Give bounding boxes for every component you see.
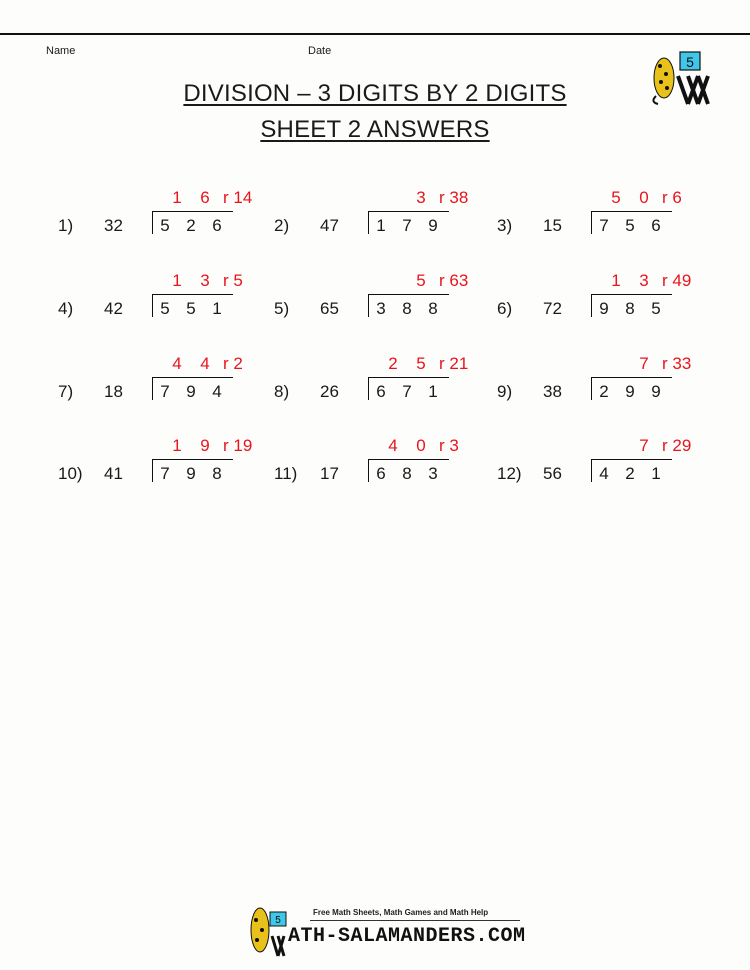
quotient-digit: 2 (388, 354, 398, 373)
dividend-digit: 5 (160, 299, 170, 318)
problem-item (274, 271, 494, 361)
dividend-digit: 9 (651, 382, 661, 401)
remainder: r 19 (223, 436, 253, 455)
problem-number: 1) (58, 216, 74, 235)
dividend-digit: 9 (186, 382, 196, 401)
problem-item (58, 436, 278, 526)
quotient-digit: 1 (172, 271, 182, 290)
dividend-digit: 3 (428, 464, 438, 483)
page-subtitle: SHEET 2 ANSWERS (260, 116, 490, 143)
problem-item (497, 436, 717, 526)
dividend-digit: 7 (402, 382, 412, 401)
divisor: 38 (543, 382, 562, 401)
dividend-digit: 8 (625, 299, 635, 318)
footer-site-name: ATH-SALAMANDERS.COM (288, 925, 526, 948)
quotient-digit: 1 (172, 436, 182, 455)
problem-item (497, 271, 717, 361)
quotient-digit: 5 (416, 271, 426, 290)
problem-item (497, 188, 717, 278)
quotient-digit: 6 (200, 188, 210, 207)
quotient-digit: 7 (639, 436, 649, 455)
problem-item (274, 436, 494, 526)
quotient-digit: 9 (200, 436, 210, 455)
remainder: r 29 (662, 436, 692, 455)
quotient-digit: 3 (416, 188, 426, 207)
problem-number: 6) (497, 299, 513, 318)
dividend-digit: 3 (376, 299, 386, 318)
problem-item (497, 354, 717, 444)
divisor: 41 (104, 464, 123, 483)
dividend-digit: 2 (599, 382, 609, 401)
dividend-digit: 7 (599, 216, 609, 235)
quotient-digit: 5 (416, 354, 426, 373)
dividend-digit: 8 (212, 464, 222, 483)
dividend-digit: 2 (186, 216, 196, 235)
quotient-digit: 7 (639, 354, 649, 373)
remainder: r 5 (223, 271, 243, 290)
dividend-digit: 6 (376, 382, 386, 401)
remainder: r 14 (223, 188, 253, 207)
divisor: 42 (104, 299, 123, 318)
divisor: 17 (320, 464, 339, 483)
quotient-digit: 4 (200, 354, 210, 373)
problem-number: 2) (274, 216, 290, 235)
problem-number: 5) (274, 299, 290, 318)
problem-item (274, 354, 494, 444)
dividend-digit: 7 (402, 216, 412, 235)
footer-rule (310, 920, 520, 921)
dividend-digit: 7 (160, 464, 170, 483)
page-title: DIVISION – 3 DIGITS BY 2 DIGITS (183, 80, 567, 107)
divisor: 65 (320, 299, 339, 318)
dividend-digit: 9 (625, 382, 635, 401)
dividend-digit: 9 (599, 299, 609, 318)
remainder: r 38 (439, 188, 469, 207)
dividend-digit: 5 (625, 216, 635, 235)
remainder: r 63 (439, 271, 469, 290)
dividend-digit: 6 (376, 464, 386, 483)
divisor: 15 (543, 216, 562, 235)
divisor: 32 (104, 216, 123, 235)
quotient-digit: 0 (416, 436, 426, 455)
problem-number: 8) (274, 382, 290, 401)
problem-item (58, 271, 278, 361)
problem-number: 9) (497, 382, 513, 401)
remainder: r 21 (439, 354, 469, 373)
quotient-digit: 4 (388, 436, 398, 455)
remainder: r 49 (662, 271, 692, 290)
dividend-digit: 8 (402, 299, 412, 318)
dividend-digit: 4 (599, 464, 609, 483)
dividend-digit: 2 (625, 464, 635, 483)
problem-number: 10) (58, 464, 83, 483)
dividend-digit: 8 (428, 299, 438, 318)
divisor: 47 (320, 216, 339, 235)
dividend-digit: 9 (186, 464, 196, 483)
problem-item (274, 188, 494, 278)
dividend-digit: 5 (160, 216, 170, 235)
dividend-digit: 1 (376, 216, 386, 235)
name-label: Name (46, 45, 76, 57)
problem-item (58, 354, 278, 444)
remainder: r 33 (662, 354, 692, 373)
quotient-digit: 0 (639, 188, 649, 207)
quotient-digit: 1 (611, 271, 621, 290)
logo-grade-badge: 5 (686, 54, 694, 70)
divisor: 72 (543, 299, 562, 318)
divisor: 56 (543, 464, 562, 483)
quotient-digit: 3 (639, 271, 649, 290)
divisor: 18 (104, 382, 123, 401)
problem-number: 7) (58, 382, 74, 401)
quotient-digit: 3 (200, 271, 210, 290)
divisor: 26 (320, 382, 339, 401)
footer-badge: 5 (275, 915, 281, 926)
problem-number: 11) (274, 464, 298, 483)
dividend-digit: 5 (186, 299, 196, 318)
problem-item (58, 188, 278, 278)
dividend-digit: 6 (651, 216, 661, 235)
dividend-digit: 1 (212, 299, 222, 318)
remainder: r 3 (439, 436, 459, 455)
problem-number: 4) (58, 299, 74, 318)
remainder: r 6 (662, 188, 682, 207)
date-label: Date (308, 45, 332, 57)
quotient-digit: 1 (172, 188, 182, 207)
dividend-digit: 6 (212, 216, 222, 235)
quotient-digit: 5 (611, 188, 621, 207)
quotient-digit: 4 (172, 354, 182, 373)
dividend-digit: 8 (402, 464, 412, 483)
remainder: r 2 (223, 354, 243, 373)
problem-number: 3) (497, 216, 513, 235)
dividend-digit: 1 (428, 382, 438, 401)
dividend-digit: 7 (160, 382, 170, 401)
dividend-digit: 4 (212, 382, 222, 401)
dividend-digit: 9 (428, 216, 438, 235)
footer-tagline: Free Math Sheets, Math Games and Math Help (313, 908, 489, 917)
dividend-digit: 1 (651, 464, 661, 483)
problem-number: 12) (497, 464, 522, 483)
dividend-digit: 5 (651, 299, 661, 318)
